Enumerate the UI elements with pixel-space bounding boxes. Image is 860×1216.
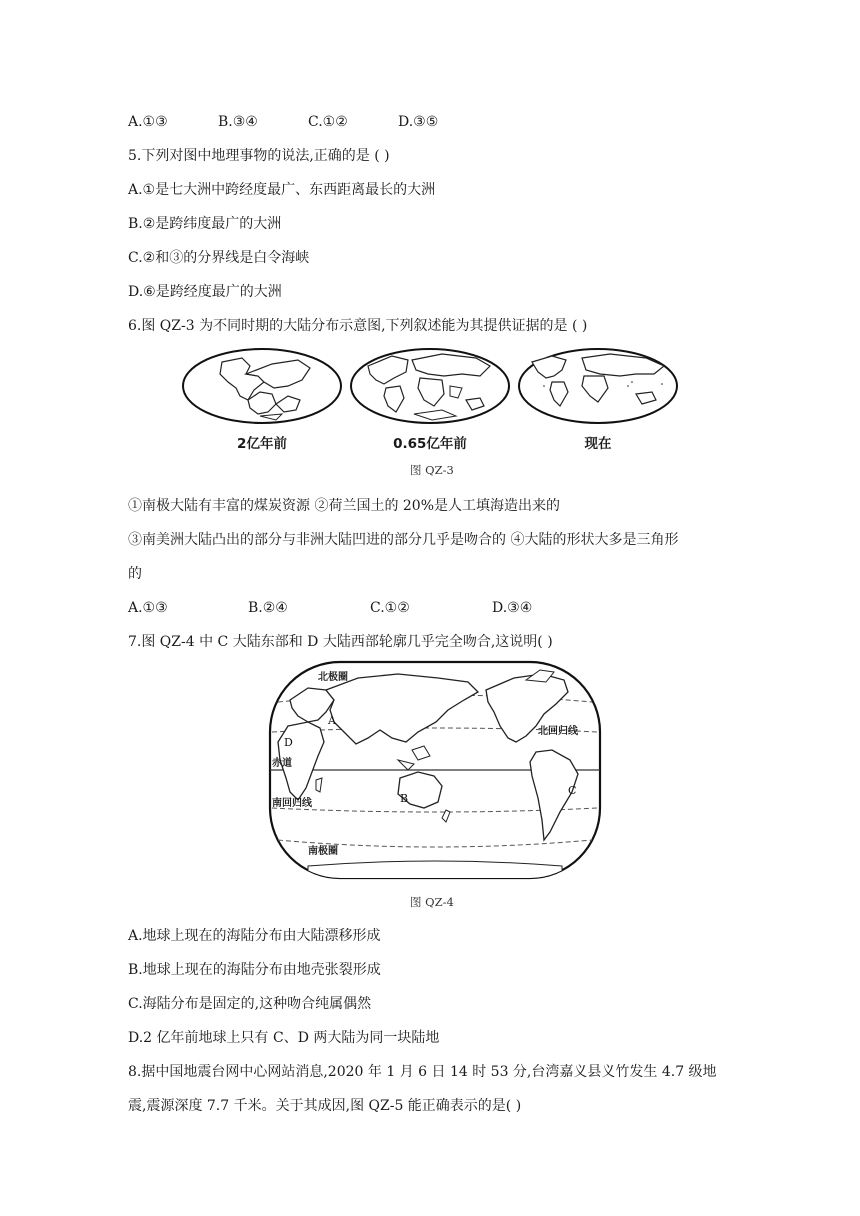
map-label-arctic-circle: 北极圈 <box>318 672 348 683</box>
q5-stem: 5.下列对图中地理事物的说法,正确的是 ( ) <box>128 148 390 164</box>
q4-options <box>128 112 438 132</box>
figure-qz3-caption: 图 QZ-3 <box>410 463 454 477</box>
continental-drift-figure <box>180 346 680 456</box>
q5-option-c: C.②和③的分界线是白令海峡 <box>128 250 310 266</box>
drift-label-200ma: 2亿年前 <box>237 436 287 452</box>
q7-option-b: B.地球上现在的海陆分布由地壳张裂形成 <box>128 962 381 978</box>
q6-options <box>128 598 532 618</box>
map-label-tropic-cancer: 北回归线 <box>538 726 578 737</box>
map-label-antarctic-circle: 南极圈 <box>308 846 338 857</box>
q4-option-d: D.③⑤ <box>398 114 439 130</box>
q4-option-b: B.③④ <box>218 114 258 130</box>
q8-line-2: 震,震源深度 7.7 千米。关于其成因,图 QZ-5 能正确表示的是( ) <box>128 1098 522 1114</box>
q5-option-d: D.⑥是跨经度最广的大洲 <box>128 284 282 300</box>
q6-stem: 6.图 QZ-3 为不同时期的大陆分布示意图,下列叙述能为其提供证据的是 ( ) <box>128 318 588 334</box>
q6-option-a: A.①③ <box>128 600 168 616</box>
q4-option-c: C.①② <box>308 114 348 130</box>
q5-option-a: A.①是七大洲中跨经度最广、东西距离最长的大洲 <box>128 182 436 198</box>
map-label-tropic-capricorn: 南回归线 <box>272 798 312 809</box>
q6-statements-3: 的 <box>128 566 142 582</box>
q6-option-c: C.①② <box>370 600 410 616</box>
q8-line-1: 8.据中国地震台网中心网站消息,2020 年 1 月 6 日 14 时 53 分,台湾嘉义县义竹发生 4.7 级地 <box>128 1064 717 1080</box>
q6-option-d: D.③④ <box>492 600 533 616</box>
q7-option-c: C.海陆分布是固定的,这种吻合纯属偶然 <box>128 996 372 1012</box>
drift-label-65ma: 0.65亿年前 <box>393 436 467 452</box>
world-map-figure <box>268 660 602 880</box>
map-letter-d: D <box>284 736 293 749</box>
q5-option-b: B.②是跨纬度最广的大洲 <box>128 216 282 232</box>
figure-qz4-caption: 图 QZ-4 <box>410 895 454 909</box>
map-label-equator: 赤道 <box>272 758 292 769</box>
map-letter-c: C <box>568 784 577 797</box>
drift-label-present: 现在 <box>584 436 612 452</box>
q7-option-d: D.2 亿年前地球上只有 C、D 两大陆为同一块陆地 <box>128 1030 440 1046</box>
world-map-image <box>268 660 602 880</box>
drift-ovals-image <box>180 346 680 426</box>
q6-statements-1: ①南极大陆有丰富的煤炭资源 ②荷兰国土的 20%是人工填海造出来的 <box>128 498 561 514</box>
q4-option-a: A.①③ <box>128 114 168 130</box>
q7-stem: 7.图 QZ-4 中 C 大陆东部和 D 大陆西部轮廓几乎完全吻合,这说明( ) <box>128 634 553 650</box>
q6-statements-2: ③南美洲大陆凸出的部分与非洲大陆凹进的部分几乎是吻合的 ④大陆的形状大多是三角形 <box>128 532 679 548</box>
map-letter-b: B <box>400 792 409 805</box>
q7-option-a: A.地球上现在的海陆分布由大陆漂移形成 <box>128 928 381 944</box>
q6-option-b: B.②④ <box>248 600 288 616</box>
map-letter-a: A <box>328 714 336 727</box>
